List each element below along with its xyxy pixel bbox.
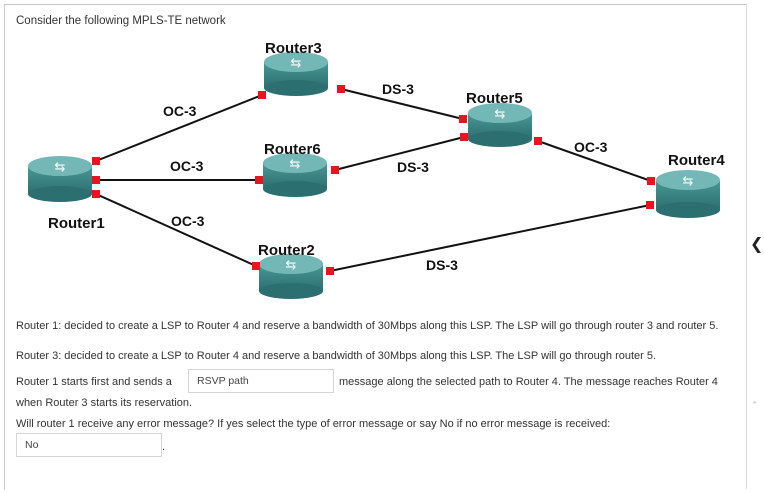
collapse-panel-icon[interactable]: ❮ [750,236,764,253]
router5-label: Router5 [466,90,523,107]
router3-label: Router3 [265,40,322,57]
svg-text:⇆: ⇆ [285,258,297,273]
paragraph-router1: Router 1: decided to create a LSP to Router 4 and reserve a bandwidth of 30Mbps along this LSP. The LSP will go through router 3 and router 5. [16,320,719,332]
answer-input-2[interactable]: No [16,433,162,457]
link-label-r1-r6: OC-3 [170,158,204,174]
link-r1-r2 [96,194,256,266]
link-label-r1-r2: OC-3 [171,213,205,229]
link-label-r2-r4: DS-3 [426,257,458,273]
svg-text:⇆: ⇆ [682,174,694,189]
svg-text:⇆: ⇆ [54,160,66,175]
router5-icon [468,103,532,147]
answer-input-1[interactable]: RSVP path [188,369,334,393]
scroll-up-icon[interactable]: ⌃ [751,400,759,410]
link-r2-r4 [330,205,650,271]
link-label-r3-r5: DS-3 [382,81,414,97]
router1-icon [28,156,92,202]
sentence-part1: Router 1 starts first and sends a [16,376,172,388]
router4-icon [656,170,720,218]
link-label-r6-r5: DS-3 [397,159,429,175]
svg-text:⇆: ⇆ [289,157,301,172]
router2-label: Router2 [258,242,315,259]
question-text: Will router 1 receive any error message? If yes select the type of error message or say No if no error message is received: [16,418,611,430]
router6-label: Router6 [264,141,321,158]
link-label-r1-r3: OC-3 [163,103,197,119]
paragraph-router3: Router 3: decided to create a LSP to Router 4 and reserve a bandwidth of 30Mbps along this LSP. The LSP will go through router 5. [16,350,657,362]
router1-label: Router1 [48,215,105,232]
svg-text:⇆: ⇆ [290,56,302,71]
svg-text:⇆: ⇆ [494,107,506,122]
answer2-suffix: . [162,441,166,453]
router6-icon [263,153,327,197]
sentence-part3: when Router 3 starts its reservation. [16,397,193,409]
router3-icon [264,52,328,96]
router2-icon [259,254,323,299]
sentence-part2: message along the selected path to Router 4. The message reaches Router 4 [339,376,718,388]
question-prompt: Consider the following MPLS-TE network [16,15,226,27]
link-label-r5-r4: OC-3 [574,139,608,155]
router4-label: Router4 [668,152,725,169]
